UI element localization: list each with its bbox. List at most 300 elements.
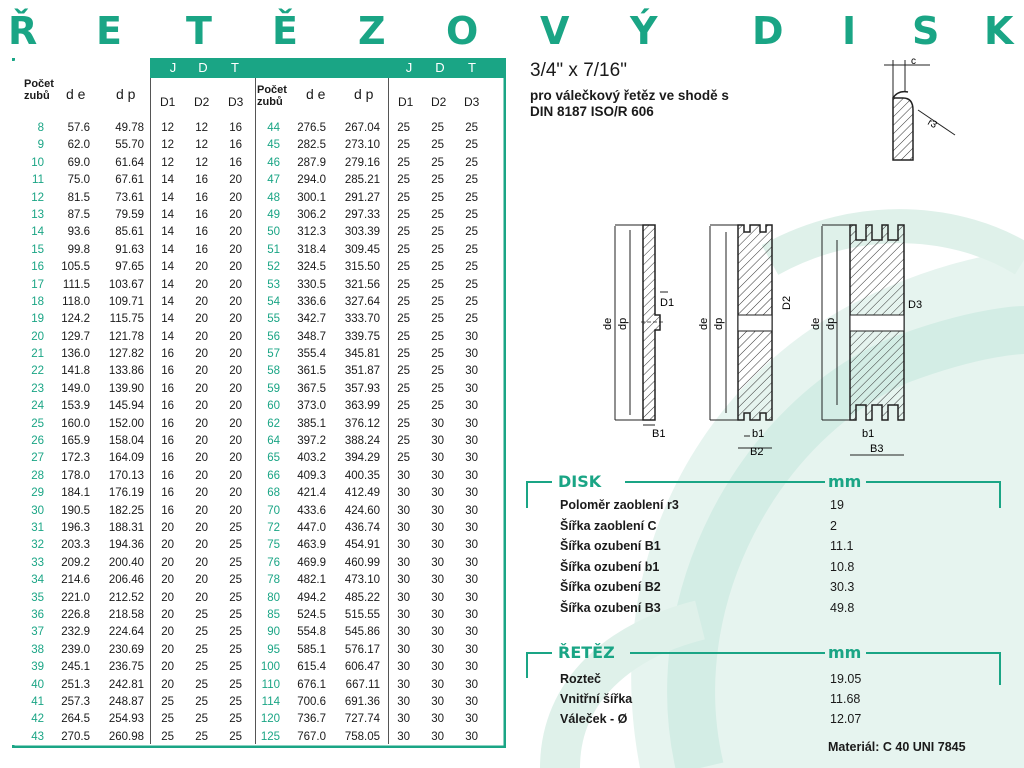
table-row (20, 659, 250, 676)
table-cell: 14 (161, 295, 174, 308)
table-cell: 14 (161, 174, 174, 187)
sprocket-simplex (602, 225, 674, 440)
table-cell: 30 (431, 435, 444, 448)
table-cell: 282.5 (297, 139, 326, 152)
table-cell: 31 (31, 521, 44, 534)
table-cell: 35 (31, 591, 44, 604)
header-teeth-left: Počet zubů (24, 78, 54, 102)
table-cell: 25 (397, 348, 410, 361)
table-cell: 20 (195, 417, 208, 430)
table-cell: 25 (431, 261, 444, 274)
title-letter: Z (358, 9, 386, 53)
jdt-d-right: D (435, 60, 445, 75)
label-de-3: de (810, 317, 822, 330)
table-cell: 57 (267, 348, 280, 361)
table-cell: 25 (229, 713, 242, 726)
table-row (256, 277, 486, 294)
table-cell: 8 (37, 122, 44, 134)
table-cell: 30 (397, 556, 410, 569)
table-cell: 21 (31, 348, 44, 361)
table-cell: 75.0 (67, 174, 90, 187)
table-cell: 30 (397, 574, 410, 587)
table-cell: 176.19 (108, 487, 144, 500)
table-cell: 22 (31, 365, 44, 378)
chain-property-label: Rozteč (560, 672, 601, 686)
table-cell: 224.64 (108, 626, 144, 639)
table-cell: 494.2 (297, 591, 326, 604)
table-cell: 254.93 (108, 713, 144, 726)
table-cell: 78 (267, 574, 280, 587)
table-cell: 30 (465, 556, 478, 569)
table-row (256, 729, 486, 746)
table-cell: 248.87 (108, 695, 144, 708)
table-cell: 25 (195, 695, 208, 708)
table-cell: 203.3 (61, 539, 90, 552)
table-cell: 25 (397, 122, 410, 134)
table-cell: 30 (431, 626, 444, 639)
title-letter: K (984, 9, 1014, 53)
table-cell: 20 (229, 261, 242, 274)
table-cell: 394.29 (344, 452, 380, 465)
label-dp-3: dp (825, 317, 837, 330)
table-row (256, 694, 486, 711)
table-row (256, 450, 486, 467)
table-cell: 133.86 (108, 365, 144, 378)
table-cell: 68 (267, 487, 280, 500)
table-row (256, 242, 486, 259)
label-r3: r3 (925, 117, 939, 132)
chain-standard (530, 88, 729, 120)
table-cell: 25 (161, 730, 174, 743)
table-cell: 700.6 (297, 695, 326, 708)
table-row (20, 381, 250, 398)
table-cell: 20 (161, 678, 174, 691)
table-cell: 30 (397, 521, 410, 534)
table-row (256, 485, 486, 502)
table-cell: 232.9 (61, 626, 90, 639)
table-cell: 330.5 (297, 278, 326, 291)
table-cell: 25 (397, 226, 410, 239)
table-cell: 51 (267, 243, 280, 256)
table-cell: 26 (31, 435, 44, 448)
jdt-t-right: T (468, 60, 476, 75)
jdt-j-right: J (405, 60, 413, 75)
table-cell: 460.99 (344, 556, 380, 569)
table-cell: 30 (465, 591, 478, 604)
table-row (20, 694, 250, 711)
table-cell: 16 (161, 435, 174, 448)
table-row (20, 190, 250, 207)
table-cell: 30 (397, 608, 410, 621)
table-cell: 25 (465, 226, 478, 239)
table-cell: 20 (195, 400, 208, 413)
disk-property-value: 49.8 (830, 600, 855, 615)
table-cell: 20 (229, 400, 242, 413)
table-row (256, 607, 486, 624)
table-cell: 20 (229, 191, 242, 204)
table-cell: 19 (31, 313, 44, 326)
table-left (20, 120, 250, 746)
title-letter: E (96, 9, 122, 53)
table-cell: 48 (267, 191, 280, 204)
header-d1-left: D1 (160, 95, 176, 109)
standard-line-2: DIN 8187 ISO/R 606 (530, 104, 654, 119)
table-row (256, 329, 486, 346)
table-cell: 61.64 (115, 156, 144, 169)
table-cell: 136.0 (61, 348, 90, 361)
disk-property-label: Šířka ozubení B3 (560, 600, 661, 615)
table-cell: 482.1 (297, 574, 326, 587)
table-cell: 16 (161, 365, 174, 378)
table-cell: 25 (465, 174, 478, 187)
table-cell: 245.1 (61, 661, 90, 674)
table-cell: 469.9 (297, 556, 326, 569)
chain-size: 3/4" x 7/16" (530, 60, 627, 81)
table-cell: 65 (267, 452, 280, 465)
table-cell: 12 (195, 122, 208, 134)
table-cell: 315.50 (344, 261, 380, 274)
table-cell: 25 (229, 574, 242, 587)
table-row (256, 172, 486, 189)
table-cell: 25 (431, 156, 444, 169)
table-row (20, 624, 250, 641)
table-cell: 12 (161, 139, 174, 152)
table-cell: 25 (431, 400, 444, 413)
table-cell: 30 (465, 643, 478, 656)
table-row (256, 311, 486, 328)
table-cell: 20 (161, 643, 174, 656)
table-cell: 767.0 (297, 730, 326, 743)
table-cell: 20 (229, 278, 242, 291)
table-cell: 55 (267, 313, 280, 326)
table-row (256, 642, 486, 659)
table-cell: 30 (465, 626, 478, 639)
table-cell: 124.2 (61, 313, 90, 326)
label-d3: D3 (908, 299, 923, 311)
table-cell: 121.78 (108, 330, 144, 343)
table-cell: 20 (195, 295, 208, 308)
table-cell: 20 (195, 504, 208, 517)
table-cell: 30 (465, 661, 478, 674)
label-b1-upper: B1 (652, 428, 666, 440)
table-row (20, 294, 250, 311)
table-cell: 12 (161, 122, 174, 134)
table-cell: 25 (431, 365, 444, 378)
table-cell: 30 (465, 417, 478, 430)
table-cell: 20 (195, 469, 208, 482)
table-cell: 397.2 (297, 435, 326, 448)
table-cell: 230.69 (108, 643, 144, 656)
table-row (256, 503, 486, 520)
table-row (20, 433, 250, 450)
table-cell: 236.75 (108, 661, 144, 674)
table-cell: 172.3 (61, 452, 90, 465)
table-cell: 24 (31, 400, 44, 413)
table-cell: 25 (397, 191, 410, 204)
table-row (20, 207, 250, 224)
table-cell: 251.3 (61, 678, 90, 691)
table-cell: 20 (161, 608, 174, 621)
table-cell: 30 (465, 730, 478, 743)
table-cell: 30 (465, 452, 478, 465)
table-cell: 47 (267, 174, 280, 187)
table-cell: 25 (397, 156, 410, 169)
sprocket-triplex (810, 225, 922, 455)
title-letter: Ý (630, 9, 658, 53)
table-cell: 206.46 (108, 574, 144, 587)
table-cell: 363.99 (344, 400, 380, 413)
table-cell: 30 (465, 487, 478, 500)
disk-property-value: 19 (830, 498, 844, 512)
table-row (20, 485, 250, 502)
table-cell: 25 (465, 208, 478, 221)
table-cell: 41 (31, 695, 44, 708)
table-cell: 16 (229, 156, 242, 169)
table-cell: 25 (397, 417, 410, 430)
table-cell: 25 (397, 365, 410, 378)
table-cell: 14 (161, 330, 174, 343)
table-cell: 20 (229, 208, 242, 221)
table-cell: 170.13 (108, 469, 144, 482)
disk-heading: DISK (558, 472, 602, 491)
table-cell: 56 (267, 330, 280, 343)
table-cell: 16 (195, 191, 208, 204)
table-cell: 115.75 (109, 313, 144, 326)
disk-unit: mm (828, 472, 862, 491)
table-row (256, 207, 486, 224)
table-cell: 43 (31, 730, 44, 743)
table-cell: 12 (195, 156, 208, 169)
table-cell: 42 (31, 713, 44, 726)
table-cell: 110 (261, 678, 280, 691)
table-cell: 72 (267, 521, 280, 534)
table-cell: 40 (31, 678, 44, 691)
table-cell: 30 (465, 365, 478, 378)
table-cell: 25 (431, 226, 444, 239)
table-cell: 306.2 (297, 208, 326, 221)
table-cell: 62 (267, 417, 280, 430)
table-cell: 196.3 (61, 521, 90, 534)
table-cell: 345.81 (344, 348, 380, 361)
table-cell: 46 (267, 156, 280, 169)
table-row (256, 555, 486, 572)
table-cell: 158.04 (108, 435, 144, 448)
table-cell: 20 (229, 243, 242, 256)
label-b1-triplex: b1 (862, 428, 875, 440)
table-row (256, 537, 486, 554)
table-cell: 585.1 (297, 643, 326, 656)
table-cell: 20 (195, 330, 208, 343)
table-cell: 49 (267, 208, 280, 221)
table-cell: 279.16 (344, 156, 380, 169)
table-cell: 30 (465, 504, 478, 517)
table-cell: 49.78 (115, 122, 144, 134)
table-cell: 447.0 (297, 521, 326, 534)
table-cell: 300.1 (297, 191, 326, 204)
table-cell: 125 (260, 730, 280, 743)
table-cell: 321.56 (344, 278, 380, 291)
table-cell: 25 (161, 713, 174, 726)
header-de-right: d e (306, 86, 326, 102)
table-cell: 333.70 (344, 313, 380, 326)
table-cell: 25 (229, 521, 242, 534)
jdt-d: D (198, 60, 208, 75)
table-cell: 20 (195, 348, 208, 361)
table-cell: 105.5 (61, 261, 90, 274)
table-cell: 80 (267, 591, 280, 604)
table-cell: 62.0 (67, 139, 90, 152)
table-cell: 30 (431, 521, 444, 534)
table-row (20, 259, 250, 276)
disk-property-label: Šířka ozubení B1 (560, 539, 661, 553)
table-cell: 16 (161, 504, 174, 517)
table-cell: 20 (229, 487, 242, 500)
table-row (20, 346, 250, 363)
table-cell: 239.0 (61, 643, 90, 656)
table-cell: 79.59 (115, 208, 144, 221)
table-cell: 12 (195, 139, 208, 152)
table-cell: 291.27 (344, 191, 380, 204)
table-cell: 182.25 (108, 504, 144, 517)
table-cell: 52 (267, 261, 280, 274)
table-cell: 667.11 (345, 678, 380, 691)
table-cell: 25 (229, 608, 242, 621)
table-cell: 58 (267, 365, 280, 378)
table-cell: 23 (31, 382, 44, 395)
table-cell: 367.5 (297, 382, 326, 395)
table-cell: 260.98 (108, 730, 144, 743)
table-cell: 18 (31, 295, 44, 308)
tooth-profile-detail (884, 56, 955, 160)
table-cell: 111.5 (62, 278, 90, 291)
table-row (256, 346, 486, 363)
jdt-j: J (169, 60, 177, 75)
table-row (256, 398, 486, 415)
table-cell: 30 (397, 469, 410, 482)
table-row (20, 520, 250, 537)
table-cell: 29 (31, 487, 44, 500)
table-cell: 30 (397, 504, 410, 517)
table-cell: 25 (397, 435, 410, 448)
table-row (20, 329, 250, 346)
table-cell: 373.0 (297, 400, 326, 413)
table-cell: 87.5 (67, 208, 90, 221)
table-cell: 25 (229, 539, 242, 552)
table-cell: 32 (31, 539, 44, 552)
title-letter: V (540, 9, 570, 53)
table-cell: 30 (431, 556, 444, 569)
table-cell: 14 (161, 243, 174, 256)
table-cell: 100 (260, 661, 280, 674)
table-cell: 103.67 (108, 278, 144, 291)
table-cell: 194.36 (108, 539, 144, 552)
table-row (20, 711, 250, 728)
table-cell: 25 (431, 243, 444, 256)
table-cell: 270.5 (61, 730, 90, 743)
table-cell: 25 (431, 313, 444, 326)
table-cell: 348.7 (297, 330, 326, 343)
table-cell: 75 (267, 539, 280, 552)
table-cell: 385.1 (297, 417, 326, 430)
title-letter: Ě (272, 9, 298, 53)
table-row (256, 416, 486, 433)
table-cell: 25 (229, 730, 242, 743)
table-cell: 30 (431, 678, 444, 691)
table-cell: 25 (397, 313, 410, 326)
table-cell: 184.1 (61, 487, 90, 500)
table-cell: 376.12 (344, 417, 380, 430)
table-row (256, 590, 486, 607)
table-cell: 81.5 (67, 191, 90, 204)
table-cell: 14 (161, 261, 174, 274)
disk-property-value: 2 (830, 518, 837, 533)
table-cell: 214.6 (61, 574, 90, 587)
table-cell: 30 (465, 678, 478, 691)
table-cell: 17 (31, 278, 44, 291)
table-cell: 400.35 (344, 469, 380, 482)
table-cell: 10 (31, 156, 44, 169)
table-cell: 515.55 (344, 608, 380, 621)
table-cell: 30 (431, 608, 444, 621)
table-cell: 30 (397, 626, 410, 639)
table-cell: 30 (431, 661, 444, 674)
table-cell: 64 (267, 435, 280, 448)
table-row (256, 659, 486, 676)
table-cell: 285.21 (344, 174, 380, 187)
table-row (256, 433, 486, 450)
table-cell: 20 (161, 626, 174, 639)
table-cell: 576.17 (344, 643, 380, 656)
table-cell: 16 (161, 382, 174, 395)
table-cell: 433.6 (297, 504, 326, 517)
table-cell: 95 (267, 643, 280, 656)
table-cell: 20 (195, 435, 208, 448)
table-cell: 25 (431, 295, 444, 308)
sprocket-duplex (698, 225, 793, 458)
table-cell: 25 (195, 713, 208, 726)
table-cell: 421.4 (297, 487, 326, 500)
table-row (20, 277, 250, 294)
table-cell: 60 (267, 400, 280, 413)
table-cell: 30 (431, 487, 444, 500)
table-row (20, 607, 250, 624)
table-cell: 20 (161, 521, 174, 534)
table-cell: 25 (229, 695, 242, 708)
table-cell: 727.74 (344, 713, 380, 726)
header-d2-left: D2 (194, 95, 210, 109)
table-cell: 403.2 (297, 452, 326, 465)
header-dp-left: d p (116, 86, 136, 102)
table-cell: 361.5 (297, 365, 326, 378)
table-cell: 424.60 (344, 504, 380, 517)
table-cell: 294.0 (297, 174, 326, 187)
table-cell: 242.81 (108, 678, 144, 691)
table-cell: 312.3 (297, 226, 326, 239)
table-cell: 14 (161, 226, 174, 239)
table-cell: 11 (32, 174, 44, 187)
disk-property-label: Šířka ozubení b1 (560, 559, 660, 574)
table-cell: 25 (161, 695, 174, 708)
table-cell: 221.0 (61, 591, 90, 604)
table-cell: 20 (161, 661, 174, 674)
table-cell: 30 (465, 539, 478, 552)
table-cell: 25 (397, 295, 410, 308)
table-cell: 69.0 (67, 156, 90, 169)
table-cell: 20 (195, 487, 208, 500)
header-d3-left: D3 (228, 95, 244, 109)
table-cell: 409.3 (297, 469, 326, 482)
table-cell: 59 (267, 382, 280, 395)
